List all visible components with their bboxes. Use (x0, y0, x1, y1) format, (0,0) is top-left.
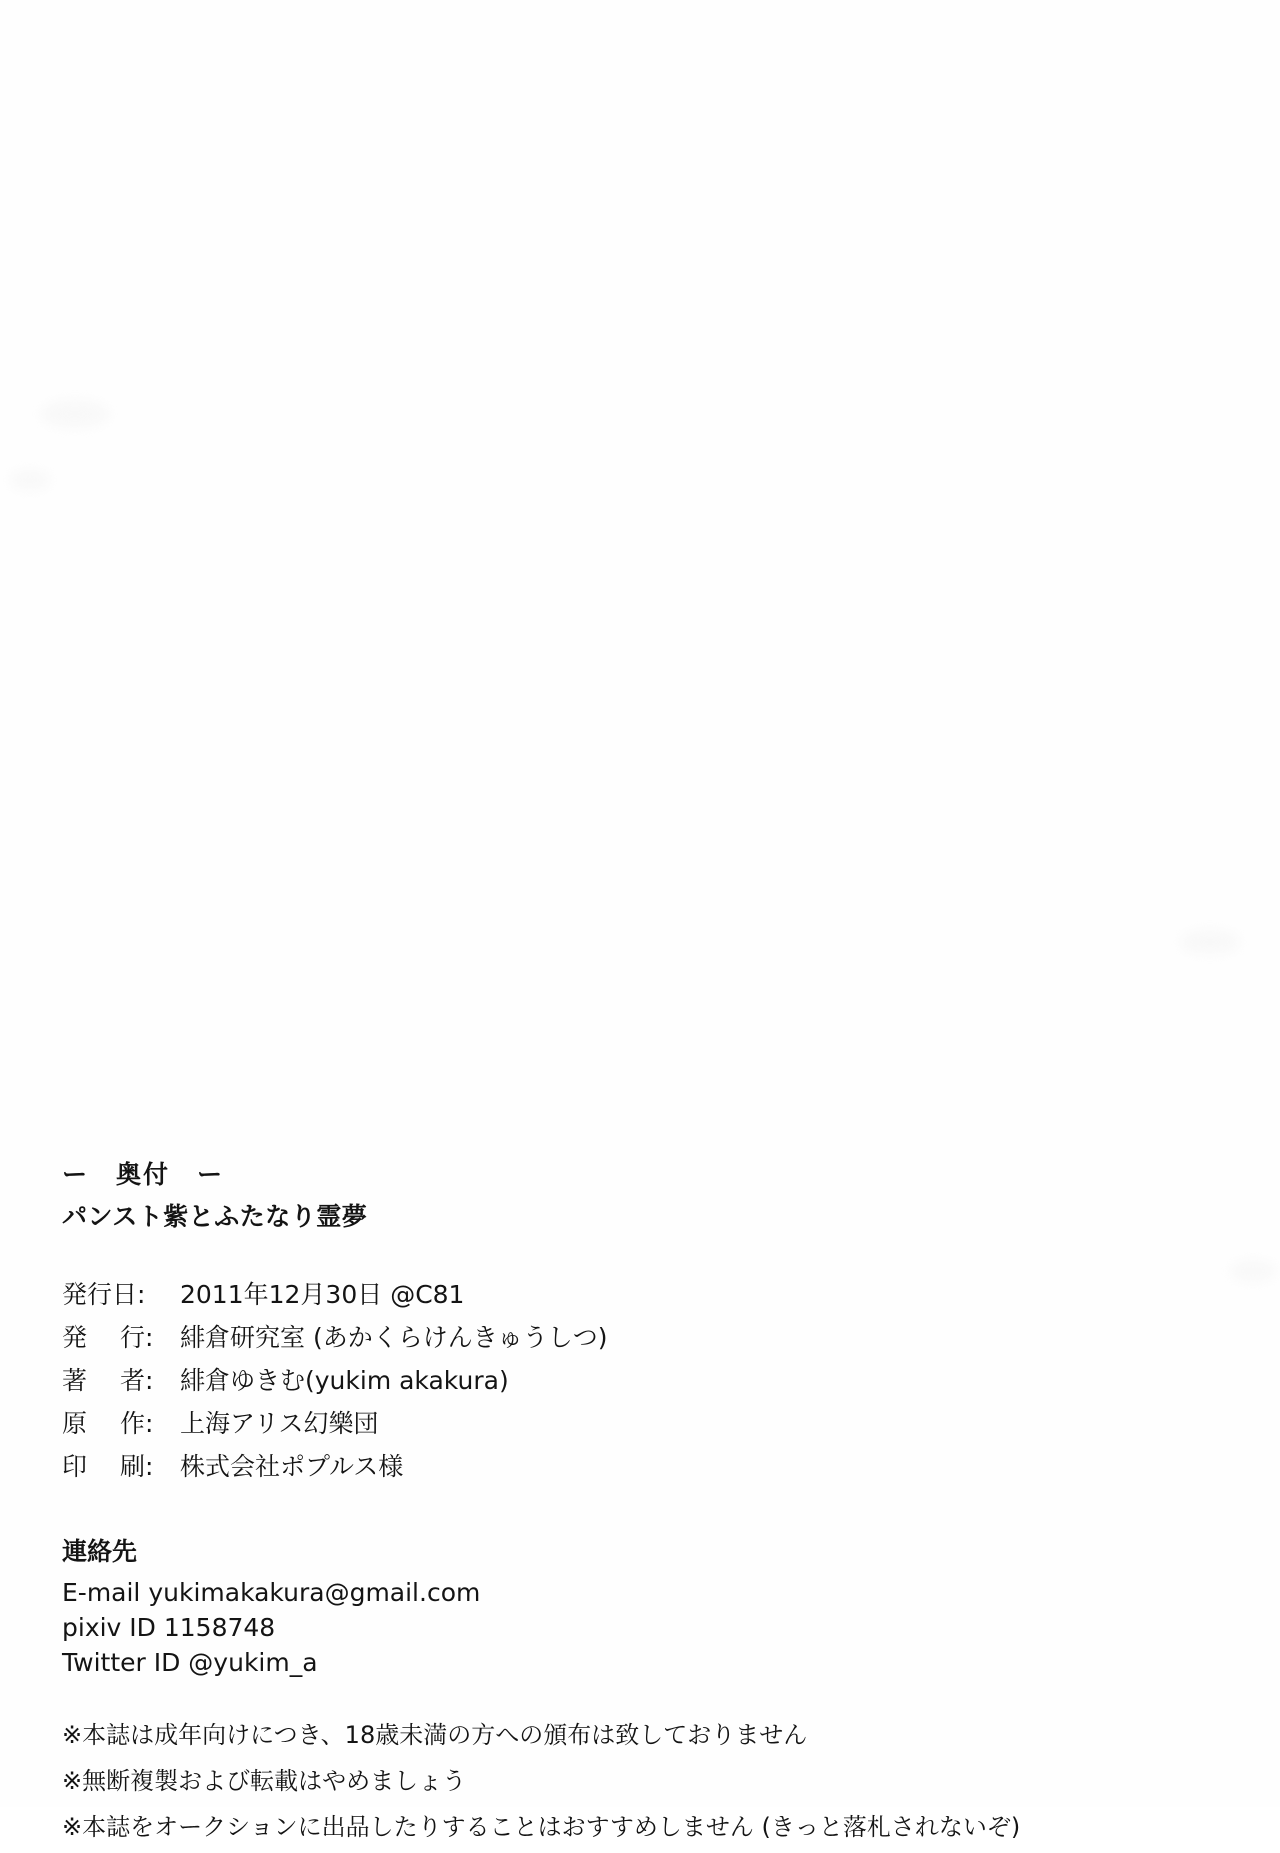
info-value-publisher: 緋倉研究室 (あかくらけんきゅうしつ) (180, 1323, 608, 1352)
info-value-author: 緋倉ゆきむ(yukim akakura) (180, 1366, 509, 1395)
info-label-printer: 印 刷: (62, 1452, 154, 1481)
info-value-printer: 株式会社ポプルス様 (180, 1452, 404, 1481)
info-label-publish-date: 発行日: (62, 1280, 146, 1309)
paper-texture-blotch (1230, 1260, 1276, 1282)
notice-no-reproduction: ※無断複製および転載はやめましょう (62, 1767, 467, 1795)
table-row (62, 1404, 607, 1447)
table-row (62, 1318, 607, 1361)
info-value-publish-date: 2011年12月30日 @C81 (180, 1280, 465, 1309)
paper-texture-blotch (10, 470, 50, 490)
table-row (62, 1361, 607, 1404)
contact-email: E-mail yukimakakura@gmail.com (62, 1578, 481, 1607)
paper-texture-blotch (40, 400, 110, 428)
publication-info-table (62, 1275, 607, 1490)
notice-no-auction: ※本誌をオークションに出品したりすることはおすすめしません (きっと落札されないぞ) (62, 1813, 1021, 1841)
contact-block (62, 1532, 1182, 1677)
info-label-author: 著 者: (62, 1366, 154, 1395)
info-label-publisher: 発 行: (62, 1323, 154, 1352)
info-label-original-work: 原 作: (62, 1409, 154, 1438)
paper-texture-blotch (1180, 930, 1240, 954)
contact-pixiv-id: pixiv ID 1158748 (62, 1613, 276, 1642)
notice-age-restriction: ※本誌は成年向けにつき、18歳未満の方への頒布は致しておりません (62, 1721, 808, 1749)
table-row (62, 1447, 607, 1490)
contact-twitter-id: Twitter ID @yukim_a (62, 1648, 318, 1677)
colophon-heading: ー 奥付 ー (62, 1160, 225, 1189)
notices-block (62, 1715, 1182, 1842)
contact-heading: 連絡先 (62, 1537, 138, 1566)
info-value-original-work: 上海アリス幻樂団 (180, 1409, 379, 1438)
colophon-block (62, 1155, 1182, 1853)
doujin-title: パンスト紫とふたなり霊夢 (62, 1202, 368, 1231)
table-row (62, 1275, 607, 1318)
